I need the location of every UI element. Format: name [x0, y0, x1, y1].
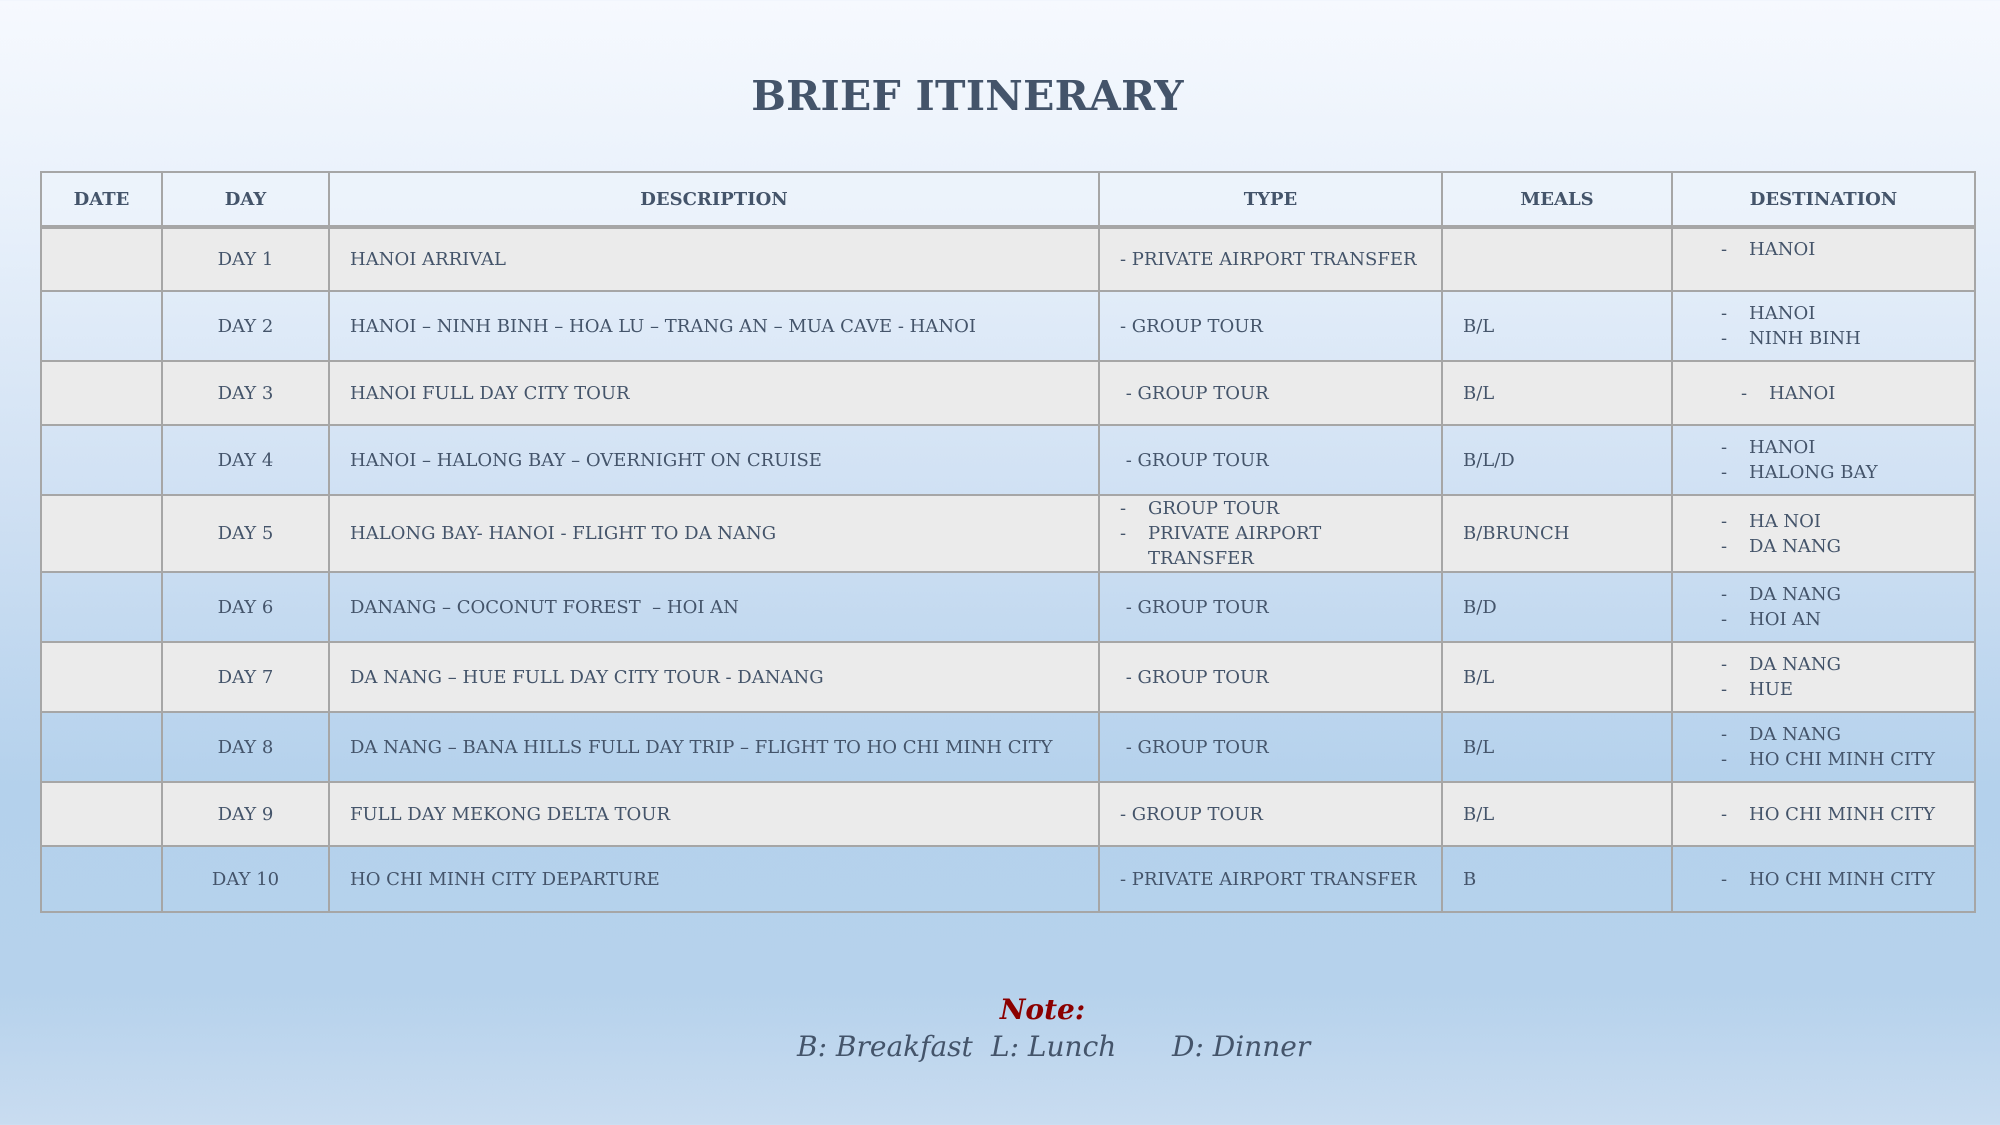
meals-cell: B/L [1442, 642, 1672, 712]
destination-cell [1672, 361, 1975, 425]
type-item: - GROUP TOUR [1120, 496, 1421, 521]
day-cell: DAY 7 [162, 642, 329, 712]
meals-cell: B/L [1442, 712, 1672, 782]
meals-cell: B/BRUNCH [1442, 495, 1672, 572]
type-item: - PRIVATE AIRPORT TRANSFER [1120, 521, 1421, 571]
day-cell: DAY 4 [162, 425, 329, 495]
day-cell: DAY 5 [162, 495, 329, 572]
date-cell [41, 361, 162, 425]
table-row [41, 782, 1975, 846]
description-cell: DA NANG – HUE FULL DAY CITY TOUR - DANANG [329, 642, 1099, 712]
destination-item: - HO CHI MINH CITY [1721, 802, 1954, 827]
type-cell [1099, 495, 1442, 572]
day-cell: DAY 9 [162, 782, 329, 846]
destination-item: - HANOI [1741, 381, 1954, 406]
meals-cell [1442, 227, 1672, 291]
destination-item: - NINH BINH [1721, 326, 1954, 351]
note-title: Note: [999, 993, 1086, 1026]
date-cell [41, 572, 162, 642]
destination-cell [1672, 425, 1975, 495]
type-cell: - PRIVATE AIRPORT TRANSFER [1099, 846, 1442, 912]
table-row [41, 361, 1975, 425]
destination-item: - DA NANG [1721, 534, 1954, 559]
destination-item: - HOI AN [1721, 607, 1954, 632]
day-cell: DAY 10 [162, 846, 329, 912]
type-cell: - PRIVATE AIRPORT TRANSFER [1099, 227, 1442, 291]
date-cell [41, 712, 162, 782]
day-cell: DAY 1 [162, 227, 329, 291]
type-cell: - GROUP TOUR [1099, 782, 1442, 846]
date-cell [41, 495, 162, 572]
destination-item: - HA NOI [1721, 509, 1954, 534]
destination-item: - HANOI [1721, 301, 1954, 326]
meals-cell: B/L [1442, 291, 1672, 361]
destination-cell [1672, 227, 1975, 291]
destination-item: - HUE [1721, 677, 1954, 702]
table-row [41, 495, 1975, 572]
description-cell: HALONG BAY- HANOI - FLIGHT TO DA NANG [329, 495, 1099, 572]
type-cell: - GROUP TOUR [1099, 712, 1442, 782]
destination-item: - HO CHI MINH CITY [1721, 867, 1954, 892]
date-cell [41, 846, 162, 912]
meals-cell: B/L [1442, 782, 1672, 846]
column-header-date: DATE [41, 172, 162, 227]
column-header-meals: MEALS [1442, 172, 1672, 227]
destination-cell [1672, 291, 1975, 361]
table-header-row [41, 172, 1975, 227]
table-row [41, 712, 1975, 782]
description-cell: DANANG – COCONUT FOREST – HOI AN [329, 572, 1099, 642]
destination-cell [1672, 495, 1975, 572]
day-cell: DAY 8 [162, 712, 329, 782]
destination-cell [1672, 712, 1975, 782]
date-cell [41, 227, 162, 291]
date-cell [41, 782, 162, 846]
destination-item: - DA NANG [1721, 722, 1954, 747]
table-row [41, 425, 1975, 495]
column-header-day: DAY [162, 172, 329, 227]
legend-breakfast: B: Breakfast [797, 1030, 973, 1063]
meals-cell: B/D [1442, 572, 1672, 642]
column-header-destination: DESTINATION [1672, 172, 1975, 227]
description-cell: FULL DAY MEKONG DELTA TOUR [329, 782, 1099, 846]
meals-cell: B/L/D [1442, 425, 1672, 495]
date-cell [41, 425, 162, 495]
type-cell: - GROUP TOUR [1099, 361, 1442, 425]
destination-cell [1672, 642, 1975, 712]
destination-cell [1672, 846, 1975, 912]
destination-item: - HO CHI MINH CITY [1721, 747, 1954, 772]
description-cell: HANOI – NINH BINH – HOA LU – TRANG AN – MUA CAVE - HANOI [329, 291, 1099, 361]
description-cell: HANOI ARRIVAL [329, 227, 1099, 291]
table-row [41, 846, 1975, 912]
destination-cell [1672, 572, 1975, 642]
legend-lunch: L: Lunch [991, 1030, 1117, 1063]
column-header-description: DESCRIPTION [329, 172, 1099, 227]
column-header-type: TYPE [1099, 172, 1442, 227]
day-cell: DAY 6 [162, 572, 329, 642]
date-cell [41, 291, 162, 361]
day-cell: DAY 3 [162, 361, 329, 425]
legend-dinner: D: Dinner [1172, 1030, 1311, 1063]
table-row [41, 572, 1975, 642]
table-row [41, 227, 1975, 291]
destination-cell [1672, 782, 1975, 846]
table-row [41, 291, 1975, 361]
description-cell: HANOI FULL DAY CITY TOUR [329, 361, 1099, 425]
type-cell: - GROUP TOUR [1099, 572, 1442, 642]
meals-cell: B [1442, 846, 1672, 912]
destination-item: - HANOI [1721, 237, 1954, 262]
destination-item: - DA NANG [1721, 652, 1954, 677]
destination-item: - HALONG BAY [1721, 460, 1954, 485]
table-row [41, 642, 1975, 712]
type-cell: - GROUP TOUR [1099, 425, 1442, 495]
description-cell: HANOI – HALONG BAY – OVERNIGHT ON CRUISE [329, 425, 1099, 495]
destination-item: - HANOI [1721, 435, 1954, 460]
page-title: BRIEF ITINERARY [751, 72, 1184, 120]
description-cell: HO CHI MINH CITY DEPARTURE [329, 846, 1099, 912]
type-cell: - GROUP TOUR [1099, 291, 1442, 361]
destination-item: - DA NANG [1721, 582, 1954, 607]
description-cell: DA NANG – BANA HILLS FULL DAY TRIP – FLIGHT TO HO CHI MINH CITY [329, 712, 1099, 782]
day-cell: DAY 2 [162, 291, 329, 361]
meals-cell: B/L [1442, 361, 1672, 425]
itinerary-table [40, 171, 1976, 913]
date-cell [41, 642, 162, 712]
type-cell: - GROUP TOUR [1099, 642, 1442, 712]
